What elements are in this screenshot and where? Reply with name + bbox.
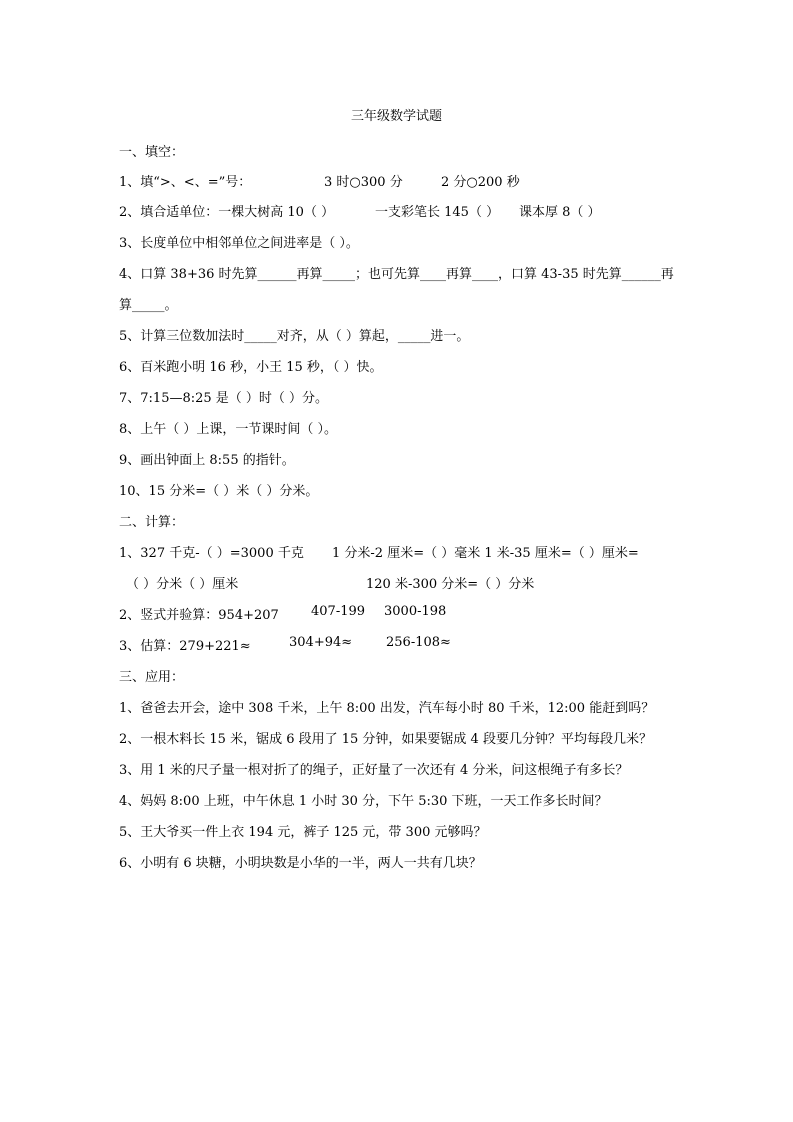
question-2-2: 2、竖式并验算：954+207 xyxy=(119,608,279,623)
question-2-3: 3、估算：279+221≈ xyxy=(119,639,251,654)
question-2-1: 1、327 千克-（ ）=3000 千克 xyxy=(119,546,304,561)
section-heading-calculation: 二、计算： xyxy=(119,515,185,530)
question-3-1: 1、爸爸去开会，途中 308 千米，上午 8:00 出发，汽车每小时 80 千米，12:00 能赶到吗？ xyxy=(119,701,655,716)
section-heading-application: 三、应用： xyxy=(119,670,185,685)
question-1-2-part-b: 课本厚 8（ ） xyxy=(519,205,601,220)
question-1-4: 4、口算 38+36 时先算______再算_____；也可先算____再算____，口算 43-35 时先算______再 xyxy=(119,267,674,282)
question-2-2-part-b: 3000-198 xyxy=(384,604,447,619)
question-3-4: 4、妈妈 8:00 上班，中午休息 1 小时 30 分，下午 5:30 下班，一天工作多长时间？ xyxy=(119,794,608,809)
question-2-2-part-a: 407-199 xyxy=(311,604,366,619)
question-2-1-cont: （ ）分米（ ）厘米 xyxy=(126,577,239,592)
question-1-4-cont: 算_____。 xyxy=(119,298,178,313)
question-2-3-part-a: 304+94≈ xyxy=(289,635,353,650)
question-2-1-cont-part-a: 120 米-300 分米=（ ）分米 xyxy=(366,577,535,592)
question-2-3-part-b: 256-108≈ xyxy=(386,635,451,650)
question-1-1-part-a: 3 时○300 分 xyxy=(324,175,403,190)
question-1-1-part-b: 2 分○200 秒 xyxy=(441,175,520,190)
question-3-2: 2、一根木料长 15 米，锯成 6 段用了 15 分钟，如果要锯成 4 段要几分钟？平均每段几米？ xyxy=(119,732,652,747)
page-title: 三年级数学试题 xyxy=(350,109,442,124)
question-3-5: 5、王大爷买一件上衣 194 元，裤子 125 元，带 300 元够吗？ xyxy=(119,825,487,840)
question-1-6: 6、百米跑小明 16 秒，小王 15 秒，（ ）快。 xyxy=(119,360,383,375)
question-2-1-part-a: 1 分米-2 厘米=（ ）毫米 1 米-35 厘米=（ ）厘米= xyxy=(332,546,639,561)
question-1-5: 5、计算三位数加法时_____对齐，从（ ）算起，_____进一。 xyxy=(119,329,470,344)
question-1-2: 2、填合适单位：一棵大树高 10（ ） xyxy=(119,205,335,220)
question-1-8: 8、上午（ ）上课，一节课时间（ ）。 xyxy=(119,422,338,437)
question-1-3: 3、长度单位中相邻单位之间进率是（ ）。 xyxy=(119,236,359,251)
question-1-1: 1、填“>、<、=”号： xyxy=(119,175,252,190)
question-3-3: 3、用 1 米的尺子量一根对折了的绳子，正好量了一次还有 4 分米，问这根绳子有多长？ xyxy=(119,763,629,778)
question-1-7: 7、7:15—8:25 是（ ）时（ ）分。 xyxy=(119,391,329,406)
section-heading-fill-in: 一、填空： xyxy=(119,145,185,160)
question-3-6: 6、小明有 6 块糖，小明块数是小华的一半，两人一共有几块？ xyxy=(119,856,482,871)
question-1-2-part-a: 一支彩笔长 145（ ） xyxy=(375,205,500,220)
question-1-10: 10、15 分米=（ ）米（ ）分米。 xyxy=(119,484,319,499)
question-1-9: 9、画出钟面上 8:55 的指针。 xyxy=(119,453,295,468)
